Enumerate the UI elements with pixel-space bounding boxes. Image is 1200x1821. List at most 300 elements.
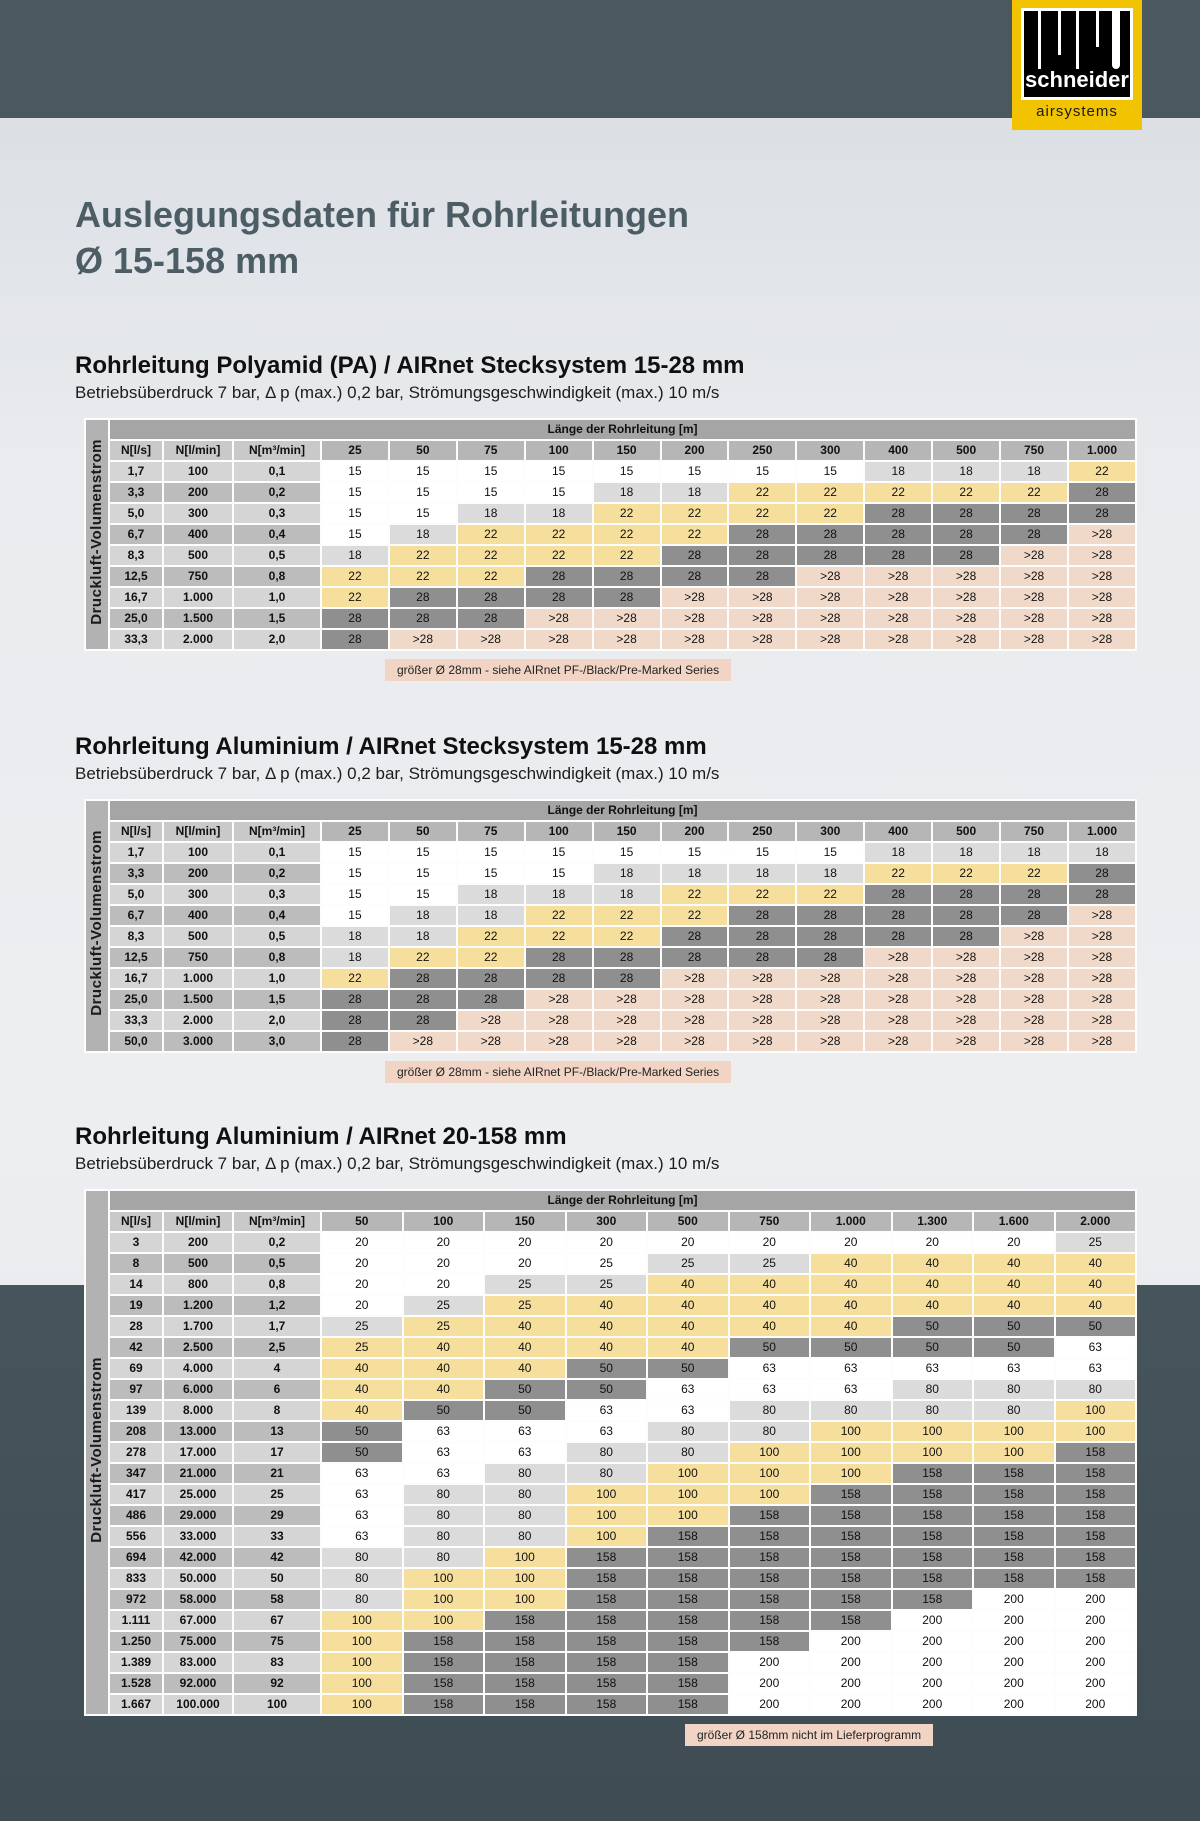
diameter-cell: 40	[893, 1275, 973, 1294]
diameter-cell: 200	[730, 1674, 810, 1693]
table-row	[86, 843, 1135, 862]
diameter-cell: >28	[1069, 546, 1135, 565]
pipe-sizing-table-polyamid	[84, 418, 1137, 651]
flow-cell: 17.000	[164, 1443, 232, 1462]
diameter-cell: 22	[390, 546, 456, 565]
diameter-cell: 28	[729, 567, 795, 586]
page-title-line1: Auslegungsdaten für Rohrleitungen	[75, 194, 690, 235]
diameter-cell: 20	[811, 1233, 891, 1252]
diameter-cell: >28	[1069, 990, 1135, 1009]
flow-cell: 1.528	[110, 1674, 162, 1693]
diameter-cell: 63	[730, 1359, 810, 1378]
diameter-cell: 28	[594, 969, 660, 988]
diameter-cell: 158	[567, 1674, 647, 1693]
diameter-cell: 80	[893, 1380, 973, 1399]
diameter-cell: 40	[322, 1359, 402, 1378]
table-row	[86, 462, 1135, 481]
diameter-cell: 25	[485, 1296, 565, 1315]
diameter-cell: 15	[662, 462, 728, 481]
diameter-cell: 100	[811, 1464, 891, 1483]
diameter-cell: 15	[322, 504, 388, 523]
flow-cell: 1,0	[234, 969, 320, 988]
flow-cell: 0,2	[234, 1233, 320, 1252]
diameter-cell: 100	[485, 1548, 565, 1567]
diameter-cell: 200	[893, 1653, 973, 1672]
diameter-cell: 18	[865, 462, 931, 481]
diameter-cell: 28	[526, 969, 592, 988]
diameter-cell: 63	[811, 1380, 891, 1399]
table-row	[86, 1485, 1135, 1504]
page-title	[75, 192, 1137, 284]
diameter-cell: 20	[322, 1296, 402, 1315]
diameter-cell: 158	[567, 1548, 647, 1567]
flow-cell: 28	[110, 1317, 162, 1336]
length-col-header: 150	[485, 1212, 565, 1231]
flow-cell: 1.111	[110, 1611, 162, 1630]
diameter-cell: 22	[458, 525, 524, 544]
diameter-cell: 18	[322, 927, 388, 946]
diameter-cell: >28	[1001, 567, 1067, 586]
diameter-cell: >28	[1001, 990, 1067, 1009]
diameter-cell: 80	[404, 1506, 484, 1525]
diameter-cell: 158	[893, 1569, 973, 1588]
diameter-cell: 158	[648, 1653, 728, 1672]
diameter-cell: >28	[933, 567, 999, 586]
length-header: Länge der Rohrleitung [m]	[110, 1191, 1135, 1210]
diameter-cell: 40	[648, 1296, 728, 1315]
flow-cell: 42	[110, 1338, 162, 1357]
flow-cell: 0,2	[234, 864, 320, 883]
diameter-cell: 50	[404, 1401, 484, 1420]
diameter-cell: >28	[390, 630, 456, 649]
flow-col-header: N[l/min]	[164, 822, 232, 841]
diameter-cell: 200	[974, 1611, 1054, 1630]
diameter-cell: 100	[648, 1485, 728, 1504]
diameter-cell: 28	[390, 990, 456, 1009]
diameter-cell: 28	[594, 588, 660, 607]
flow-cell: 8	[110, 1254, 162, 1273]
diameter-cell: 40	[485, 1338, 565, 1357]
diameter-cell: 50	[322, 1422, 402, 1441]
diameter-cell: >28	[1069, 588, 1135, 607]
diameter-cell: >28	[526, 609, 592, 628]
diameter-cell: 200	[1056, 1590, 1136, 1609]
diameter-cell: >28	[1001, 546, 1067, 565]
diameter-cell: 158	[730, 1590, 810, 1609]
flow-cell: 833	[110, 1569, 162, 1588]
diameter-cell: 22	[526, 546, 592, 565]
diameter-cell: 22	[526, 906, 592, 925]
length-col-header: 750	[730, 1212, 810, 1231]
table-row	[86, 546, 1135, 565]
flow-cell: 1.700	[164, 1317, 232, 1336]
diameter-cell: 200	[974, 1695, 1054, 1714]
diameter-cell: 40	[648, 1338, 728, 1357]
diameter-cell: >28	[729, 588, 795, 607]
diameter-cell: 25	[322, 1317, 402, 1336]
diameter-cell: 158	[1056, 1527, 1136, 1546]
diameter-cell: 63	[567, 1422, 647, 1441]
flow-cell: 3,3	[110, 864, 162, 883]
flow-cell: 33	[234, 1527, 320, 1546]
diameter-cell: 28	[797, 525, 863, 544]
diameter-cell: 40	[567, 1296, 647, 1315]
flow-cell: 0,5	[234, 1254, 320, 1273]
flow-cell: 1,5	[234, 609, 320, 628]
section-title: Rohrleitung Aluminium / AIRnet 20-158 mm	[75, 1123, 567, 1150]
diameter-cell: 18	[390, 906, 456, 925]
flow-cell: 2.000	[164, 1011, 232, 1030]
diameter-cell: 200	[1056, 1695, 1136, 1714]
flow-cell: 1,2	[234, 1296, 320, 1315]
diameter-cell: 100	[322, 1653, 402, 1672]
flow-cell: 58.000	[164, 1590, 232, 1609]
schneider-logo	[1012, 0, 1142, 130]
diameter-cell: 15	[729, 843, 795, 862]
diameter-cell: >28	[797, 1032, 863, 1051]
diameter-cell: >28	[390, 1032, 456, 1051]
logo-bars-icon	[1024, 11, 1130, 71]
diameter-cell: 28	[526, 948, 592, 967]
flow-cell: 556	[110, 1527, 162, 1546]
diameter-cell: 22	[322, 969, 388, 988]
diameter-cell: 80	[974, 1401, 1054, 1420]
diameter-cell: >28	[1001, 1011, 1067, 1030]
flow-cell: 50	[234, 1569, 320, 1588]
diameter-cell: 80	[322, 1548, 402, 1567]
flow-cell: 100	[164, 462, 232, 481]
length-col-header: 150	[594, 822, 660, 841]
diameter-cell: 28	[729, 906, 795, 925]
flow-cell: 2,0	[234, 1011, 320, 1030]
diameter-cell: 158	[648, 1548, 728, 1567]
diameter-cell: 63	[322, 1464, 402, 1483]
table-row	[86, 1653, 1135, 1672]
diameter-cell: 158	[404, 1653, 484, 1672]
diameter-cell: 28	[322, 1011, 388, 1030]
table-row	[86, 1695, 1135, 1714]
diameter-cell: 28	[797, 927, 863, 946]
diameter-cell: >28	[797, 630, 863, 649]
diameter-cell: >28	[594, 630, 660, 649]
diameter-cell: 15	[390, 504, 456, 523]
diameter-cell: 18	[865, 843, 931, 862]
diameter-cell: 15	[526, 864, 592, 883]
flow-cell: 100	[164, 843, 232, 862]
diameter-cell: >28	[865, 1032, 931, 1051]
diameter-cell: 22	[322, 588, 388, 607]
flow-cell: 0,3	[234, 504, 320, 523]
diameter-cell: 158	[648, 1632, 728, 1651]
diameter-cell: 18	[458, 885, 524, 904]
length-col-header: 200	[662, 441, 728, 460]
diameter-cell: 80	[322, 1590, 402, 1609]
section-subtitle: Betriebsüberdruck 7 bar, Δ p (max.) 0,2 bar, Strömungsgeschwindigkeit (max.) 10 m/s	[75, 1154, 720, 1173]
diameter-cell: >28	[729, 1011, 795, 1030]
flow-cell: 92	[234, 1674, 320, 1693]
diameter-cell: >28	[933, 948, 999, 967]
diameter-cell: 28	[1001, 525, 1067, 544]
diameter-cell: 28	[458, 969, 524, 988]
table-row	[86, 1401, 1135, 1420]
flow-cell: 200	[164, 1233, 232, 1252]
section-aluminium-15-28	[75, 733, 1137, 1083]
flow-cell: 12,5	[110, 567, 162, 586]
diameter-cell: 200	[811, 1632, 891, 1651]
diameter-cell: >28	[526, 1032, 592, 1051]
diameter-cell: 40	[322, 1401, 402, 1420]
diameter-cell: 158	[811, 1527, 891, 1546]
diameter-cell: 15	[322, 843, 388, 862]
diameter-cell: 22	[594, 906, 660, 925]
diameter-cell: 158	[404, 1632, 484, 1651]
table-note: größer Ø 28mm - siehe AIRnet PF-/Black/Pre-Marked Series	[385, 1061, 731, 1083]
length-col-header: 750	[1001, 441, 1067, 460]
flow-cell: 5,0	[110, 504, 162, 523]
logo-mark	[1021, 8, 1133, 100]
flow-cell: 69	[110, 1359, 162, 1378]
diameter-cell: 15	[458, 864, 524, 883]
flow-cell: 6.000	[164, 1380, 232, 1399]
diameter-cell: 100	[404, 1611, 484, 1630]
diameter-cell: 22	[322, 567, 388, 586]
flow-cell: 5,0	[110, 885, 162, 904]
diameter-cell: 100	[730, 1464, 810, 1483]
diameter-cell: >28	[1069, 969, 1135, 988]
flow-cell: 417	[110, 1485, 162, 1504]
diameter-cell: 28	[797, 948, 863, 967]
length-col-header: 750	[1001, 822, 1067, 841]
table-row	[86, 969, 1135, 988]
diameter-cell: 63	[485, 1443, 565, 1462]
diameter-cell: 22	[662, 525, 728, 544]
diameter-cell: >28	[662, 609, 728, 628]
diameter-cell: 80	[404, 1548, 484, 1567]
diameter-cell: 22	[797, 483, 863, 502]
diameter-cell: 25	[404, 1317, 484, 1336]
diameter-cell: >28	[1069, 609, 1135, 628]
diameter-cell: 18	[526, 504, 592, 523]
diameter-cell: 63	[648, 1380, 728, 1399]
diameter-cell: 20	[322, 1275, 402, 1294]
diameter-cell: >28	[594, 609, 660, 628]
length-col-header: 250	[729, 822, 795, 841]
diameter-cell: >28	[865, 588, 931, 607]
diameter-cell: 20	[404, 1254, 484, 1273]
flow-cell: 33,3	[110, 630, 162, 649]
flow-cell: 92.000	[164, 1674, 232, 1693]
table-row	[86, 1422, 1135, 1441]
diameter-cell: 18	[594, 483, 660, 502]
diameter-cell: 100	[648, 1464, 728, 1483]
flow-cell: 83.000	[164, 1653, 232, 1672]
diameter-cell: 20	[974, 1233, 1054, 1252]
length-col-header: 50	[322, 1212, 402, 1231]
flow-cell: 21	[234, 1464, 320, 1483]
diameter-cell: >28	[797, 567, 863, 586]
diameter-cell: 158	[485, 1653, 565, 1672]
diameter-cell: 50	[730, 1338, 810, 1357]
diameter-cell: 158	[893, 1590, 973, 1609]
diameter-cell: 200	[974, 1590, 1054, 1609]
length-col-header: 300	[567, 1212, 647, 1231]
diameter-cell: 80	[730, 1401, 810, 1420]
diameter-cell: 100	[567, 1527, 647, 1546]
flow-cell: 16,7	[110, 588, 162, 607]
section-title: Rohrleitung Aluminium / AIRnet Stecksystem 15-28 mm	[75, 733, 707, 760]
diameter-cell: >28	[526, 630, 592, 649]
length-col-header: 150	[594, 441, 660, 460]
diameter-cell: 100	[811, 1422, 891, 1441]
diameter-cell: 40	[811, 1254, 891, 1273]
diameter-cell: >28	[933, 1011, 999, 1030]
table-row	[86, 1527, 1135, 1546]
diameter-cell: 22	[526, 525, 592, 544]
diameter-cell: 28	[933, 906, 999, 925]
flow-col-header: N[m³/min]	[234, 822, 320, 841]
diameter-cell: 40	[1056, 1275, 1136, 1294]
diameter-cell: 22	[458, 567, 524, 586]
flow-cell: 1,7	[110, 462, 162, 481]
diameter-cell: 28	[526, 588, 592, 607]
diameter-cell: 50	[567, 1380, 647, 1399]
diameter-cell: 40	[567, 1338, 647, 1357]
diameter-cell: 40	[1056, 1254, 1136, 1273]
diameter-cell: 28	[1001, 504, 1067, 523]
diameter-cell: 200	[1056, 1611, 1136, 1630]
table-row	[86, 1569, 1135, 1588]
diameter-cell: 158	[485, 1611, 565, 1630]
diameter-cell: 22	[865, 483, 931, 502]
diameter-cell: 50	[322, 1443, 402, 1462]
diameter-cell: 40	[567, 1317, 647, 1336]
diameter-cell: 63	[893, 1359, 973, 1378]
diameter-cell: 25	[648, 1254, 728, 1273]
diameter-cell: 200	[974, 1632, 1054, 1651]
diameter-cell: 40	[404, 1338, 484, 1357]
flow-cell: 200	[164, 864, 232, 883]
diameter-cell: 158	[567, 1569, 647, 1588]
table-row	[86, 1359, 1135, 1378]
diameter-cell: 28	[865, 525, 931, 544]
diameter-cell: 28	[729, 525, 795, 544]
flow-cell: 0,8	[234, 567, 320, 586]
diameter-cell: 28	[662, 927, 728, 946]
diameter-cell: 40	[974, 1254, 1054, 1273]
diameter-cell: >28	[1001, 1032, 1067, 1051]
diameter-cell: 100	[1056, 1401, 1136, 1420]
table-row	[86, 1674, 1135, 1693]
flow-cell: 400	[164, 525, 232, 544]
diameter-cell: 28	[933, 525, 999, 544]
diameter-cell: 20	[404, 1275, 484, 1294]
flow-cell: 14	[110, 1275, 162, 1294]
diameter-cell: 40	[404, 1359, 484, 1378]
flow-cell: 6,7	[110, 525, 162, 544]
diameter-cell: 63	[485, 1422, 565, 1441]
diameter-cell: 18	[662, 483, 728, 502]
section-subtitle: Betriebsüberdruck 7 bar, Δ p (max.) 0,2 bar, Strömungsgeschwindigkeit (max.) 10 m/s	[75, 383, 720, 402]
diameter-cell: 15	[458, 843, 524, 862]
diameter-cell: 50	[648, 1359, 728, 1378]
diameter-cell: 50	[893, 1338, 973, 1357]
diameter-cell: 158	[648, 1569, 728, 1588]
diameter-cell: 40	[893, 1254, 973, 1273]
diameter-cell: 63	[1056, 1359, 1136, 1378]
diameter-cell: 15	[797, 462, 863, 481]
diameter-cell: 18	[729, 864, 795, 883]
diameter-cell: 63	[811, 1359, 891, 1378]
table-row	[86, 1590, 1135, 1609]
table-row	[86, 906, 1135, 925]
flow-cell: 3.000	[164, 1032, 232, 1051]
diameter-cell: 40	[485, 1359, 565, 1378]
diameter-cell: 28	[322, 1032, 388, 1051]
diameter-cell: >28	[729, 1032, 795, 1051]
length-col-header: 300	[797, 441, 863, 460]
diameter-cell: 158	[567, 1653, 647, 1672]
diameter-cell: 28	[458, 588, 524, 607]
diameter-cell: 28	[865, 546, 931, 565]
diameter-cell: 158	[730, 1632, 810, 1651]
flow-cell: 1.250	[110, 1632, 162, 1651]
table-row	[86, 588, 1135, 607]
length-col-header: 300	[797, 822, 863, 841]
diameter-cell: 15	[322, 483, 388, 502]
diameter-cell: 158	[811, 1485, 891, 1504]
diameter-cell: 18	[797, 864, 863, 883]
diameter-cell: 158	[485, 1695, 565, 1714]
diameter-cell: 20	[322, 1254, 402, 1273]
table-row	[86, 885, 1135, 904]
diameter-cell: 100	[567, 1485, 647, 1504]
diameter-cell: 100	[648, 1506, 728, 1525]
diameter-cell: 40	[648, 1317, 728, 1336]
length-col-header: 50	[390, 441, 456, 460]
diameter-cell: 158	[730, 1569, 810, 1588]
diameter-cell: 158	[893, 1485, 973, 1504]
length-col-header: 1.000	[1069, 441, 1135, 460]
diameter-cell: 22	[933, 483, 999, 502]
diameter-cell: 158	[811, 1569, 891, 1588]
diameter-cell: 100	[730, 1485, 810, 1504]
diameter-cell: 15	[797, 843, 863, 862]
diameter-cell: >28	[933, 1032, 999, 1051]
flow-cell: 12,5	[110, 948, 162, 967]
diameter-cell: 158	[730, 1611, 810, 1630]
diameter-cell: >28	[458, 1011, 524, 1030]
diameter-cell: >28	[458, 1032, 524, 1051]
diameter-cell: 25	[1056, 1233, 1136, 1252]
diameter-cell: 80	[485, 1485, 565, 1504]
table-row	[86, 864, 1135, 883]
diameter-cell: 200	[974, 1674, 1054, 1693]
diameter-cell: >28	[1069, 525, 1135, 544]
length-col-header: 400	[865, 822, 931, 841]
flow-cell: 50.000	[164, 1569, 232, 1588]
diameter-cell: 25	[567, 1254, 647, 1273]
flow-cell: 25,0	[110, 609, 162, 628]
diameter-cell: >28	[594, 1032, 660, 1051]
diameter-cell: 100	[485, 1569, 565, 1588]
table-row	[86, 1233, 1135, 1252]
diameter-cell: 40	[322, 1380, 402, 1399]
diameter-cell: 28	[865, 885, 931, 904]
flow-cell: 300	[164, 504, 232, 523]
diameter-cell: 50	[485, 1380, 565, 1399]
diameter-cell: 18	[594, 885, 660, 904]
diameter-cell: 158	[730, 1506, 810, 1525]
